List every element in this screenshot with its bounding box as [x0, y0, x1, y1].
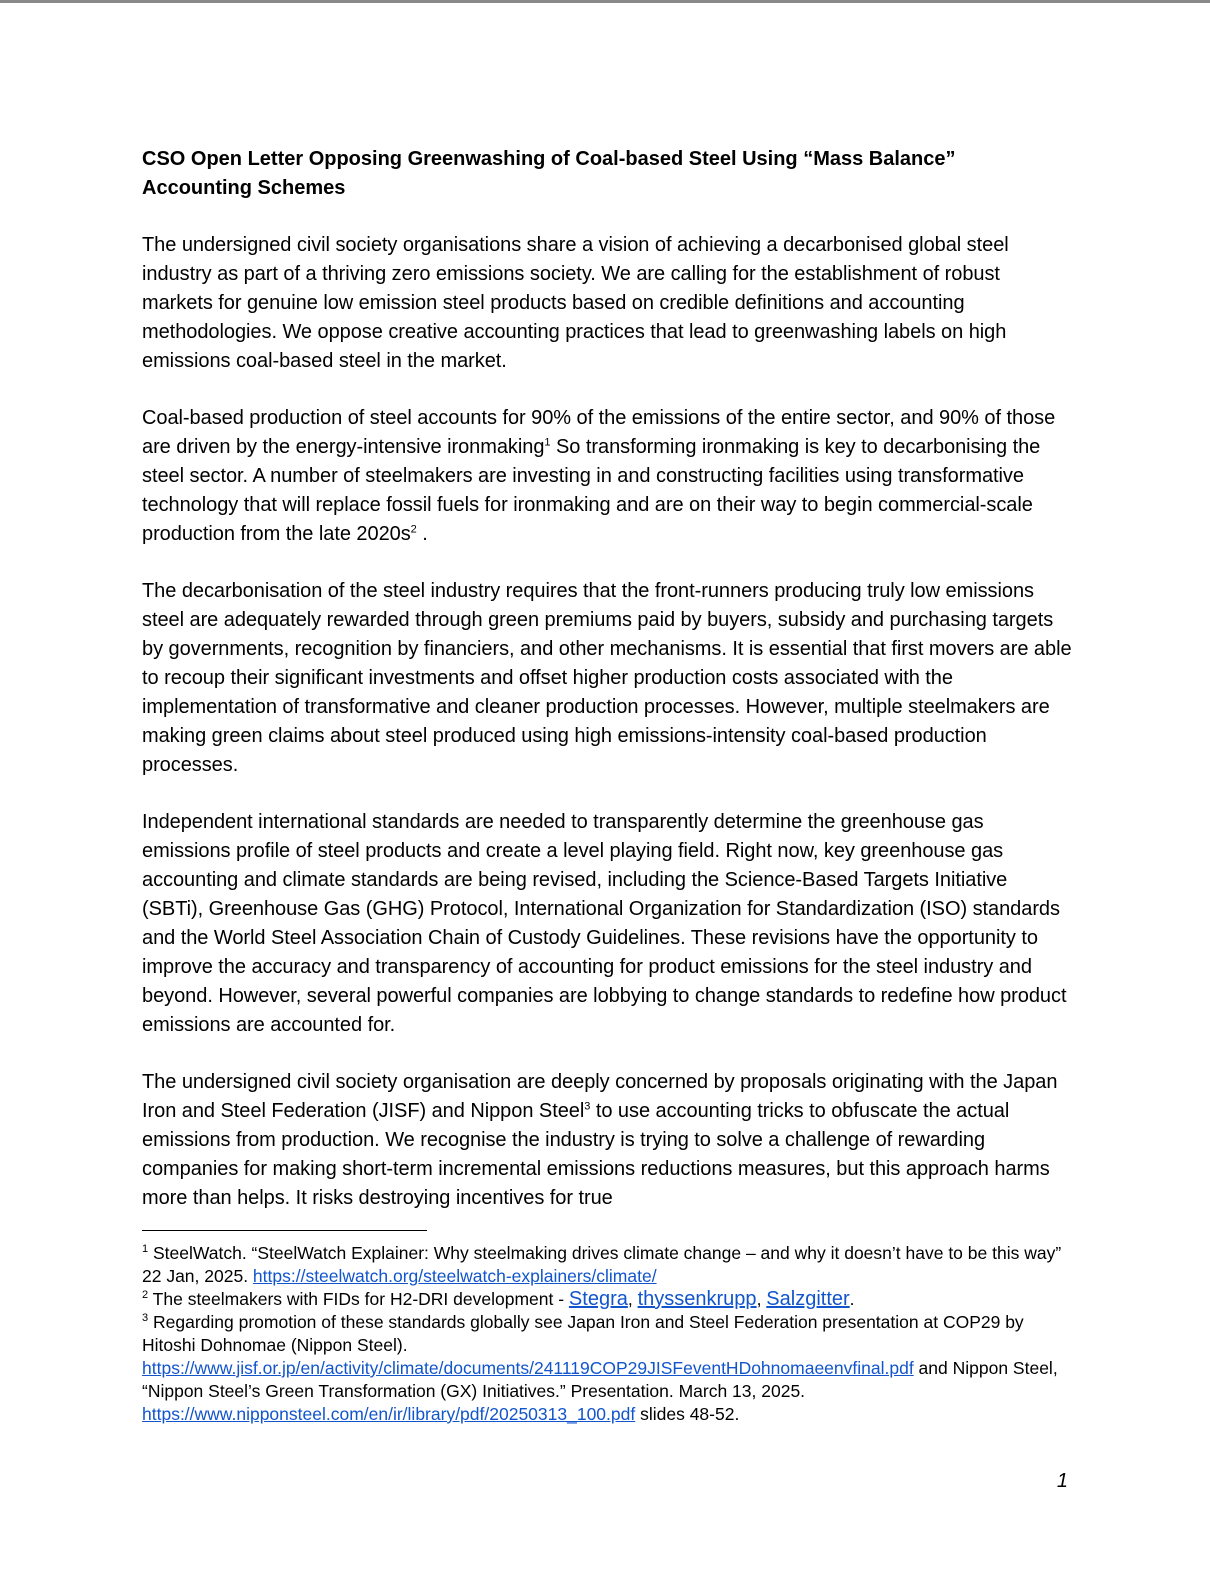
- top-border: [0, 0, 1210, 3]
- footnote-ref-1[interactable]: 1: [544, 436, 551, 449]
- thyssenkrupp-link[interactable]: thyssenkrupp: [637, 1288, 757, 1310]
- footnote-ref-2[interactable]: 2: [410, 523, 417, 536]
- paragraph-vision: The undersigned civil society organisations share a vision of achieving a decarbonised global steel industry as part of a thriving zero emissions society. We are calling for the establishment of robust markets for genuine low emission steel products based on credible definitions and accounting methodologies. We oppose creative accounting practices that lead to greenwashing labels on high emissions coal-based steel in the market.: [142, 234, 1009, 372]
- page-number: 1: [1056, 1470, 1068, 1492]
- paragraph-concerns: [142, 1068, 1072, 1213]
- steelwatch-link[interactable]: https://steelwatch.org/steelwatch-explainers/climate/: [252, 1266, 657, 1286]
- jisf-presentation-link[interactable]: https://www.jisf.or.jp/en/activity/climate/documents/241119COP29JISFeventHDohnomaeenvfinal.pdf: [142, 1358, 914, 1378]
- footnote-text: and Nippon Steel, “Nippon Steel’s Green Transformation (GX) Initiatives.” Presentation. March 13, 2025.: [142, 1358, 1058, 1401]
- paragraph-standards: Independent international standards are needed to transparently determine the greenhouse gas emissions profile of steel products and create a level playing field. Right now, key greenhouse gas accounting and climate standards are being revised, including the Science-Based Targets Initiative (SBTi), Greenhouse Gas (GHG) Protocol, International Organization for Standardization (ISO) standards and the World Steel Association Chain of Custody Guidelines. These revisions have the opportunity to improve the accuracy and transparency of accounting for product emissions for the steel industry and beyond. However, several powerful companies are lobbying to change standards to redefine how product emissions are accounted for.: [142, 811, 1067, 1036]
- paragraph-text: Coal-based production of steel accounts for 90% of the emissions of the entire sector, and 90% of those are driven by the energy-intensive ironmaking: [142, 407, 1056, 458]
- letter-title: CSO Open Letter Opposing Greenwashing of Coal-based Steel Using “Mass Balance” Accounting Schemes: [142, 148, 956, 199]
- footnote-number: 3: [142, 1312, 149, 1325]
- footnote-text: The steelmakers with FIDs for H2-DRI development -: [148, 1289, 569, 1309]
- paragraph-text: The undersigned civil society organisation are deeply concerned by proposals originating with the Japan Iron and Steel Federation (JISF) and Nippon Steel: [142, 1071, 1058, 1122]
- footnote-separator: [142, 1230, 427, 1231]
- footnote-ref-3[interactable]: 3: [584, 1100, 591, 1113]
- footnote-3: [142, 1311, 1072, 1426]
- paragraph-text: to use accounting tricks to obfuscate the actual emissions from production. We recognise the industry is trying to solve a challenge of rewarding companies for making short-term incremental emissions reductions measures, but this approach harms more than helps. It risks destroying incentives for true: [142, 1100, 1050, 1209]
- footnote-number: 1: [142, 1243, 149, 1256]
- paragraph-text: .: [416, 523, 428, 545]
- nippon-steel-pdf-link[interactable]: https://www.nipponsteel.com/en/ir/library/pdf/20250313_100.pdf: [142, 1404, 636, 1424]
- paragraph-coal-production: [142, 404, 1072, 549]
- letter-body: [142, 145, 1072, 1241]
- footnote-text: Regarding promotion of these standards globally see Japan Iron and Steel Federation presentation at COP29 by Hitoshi Dohnomae (Nippon Steel).: [142, 1312, 1024, 1355]
- footnote-end: slides 48-52.: [635, 1404, 740, 1424]
- footnote-1: [142, 1242, 1072, 1288]
- separator: ,: [756, 1289, 767, 1309]
- stegra-link[interactable]: Stegra: [568, 1288, 628, 1310]
- paragraph-front-runners: The decarbonisation of the steel industry requires that the front-runners producing truly low emissions steel are adequately rewarded through green premiums paid by buyers, subsidy and purchasing targets by governments, recognition by financiers, and other mechanisms. It is essential that first movers are able to recoup their significant investments and offset higher production costs associated with the implementation of transformative and cleaner production processes. However, multiple steelmakers are making green claims about steel produced using high emissions-intensity coal-based production processes.: [142, 580, 1072, 776]
- separator: ,: [627, 1289, 638, 1309]
- footnote-2: [142, 1288, 1072, 1311]
- footnotes: [142, 1242, 1072, 1426]
- salzgitter-link[interactable]: Salzgitter: [766, 1288, 850, 1310]
- footnote-number: 2: [142, 1289, 149, 1302]
- footnote-text: SteelWatch. “SteelWatch Explainer: Why steelmaking drives climate change – and why it doesn’t have to be this way” 22 Jan, 2025.: [142, 1243, 1062, 1286]
- footnote-end: .: [849, 1289, 855, 1309]
- paragraph-text: So transforming ironmaking is key to decarbonising the steel sector. A number of steelmakers are investing in and constructing facilities using transformative technology that will replace fossil fuels for ironmaking and are on their way to begin commercial-scale production from the late 2020s: [142, 436, 1041, 545]
